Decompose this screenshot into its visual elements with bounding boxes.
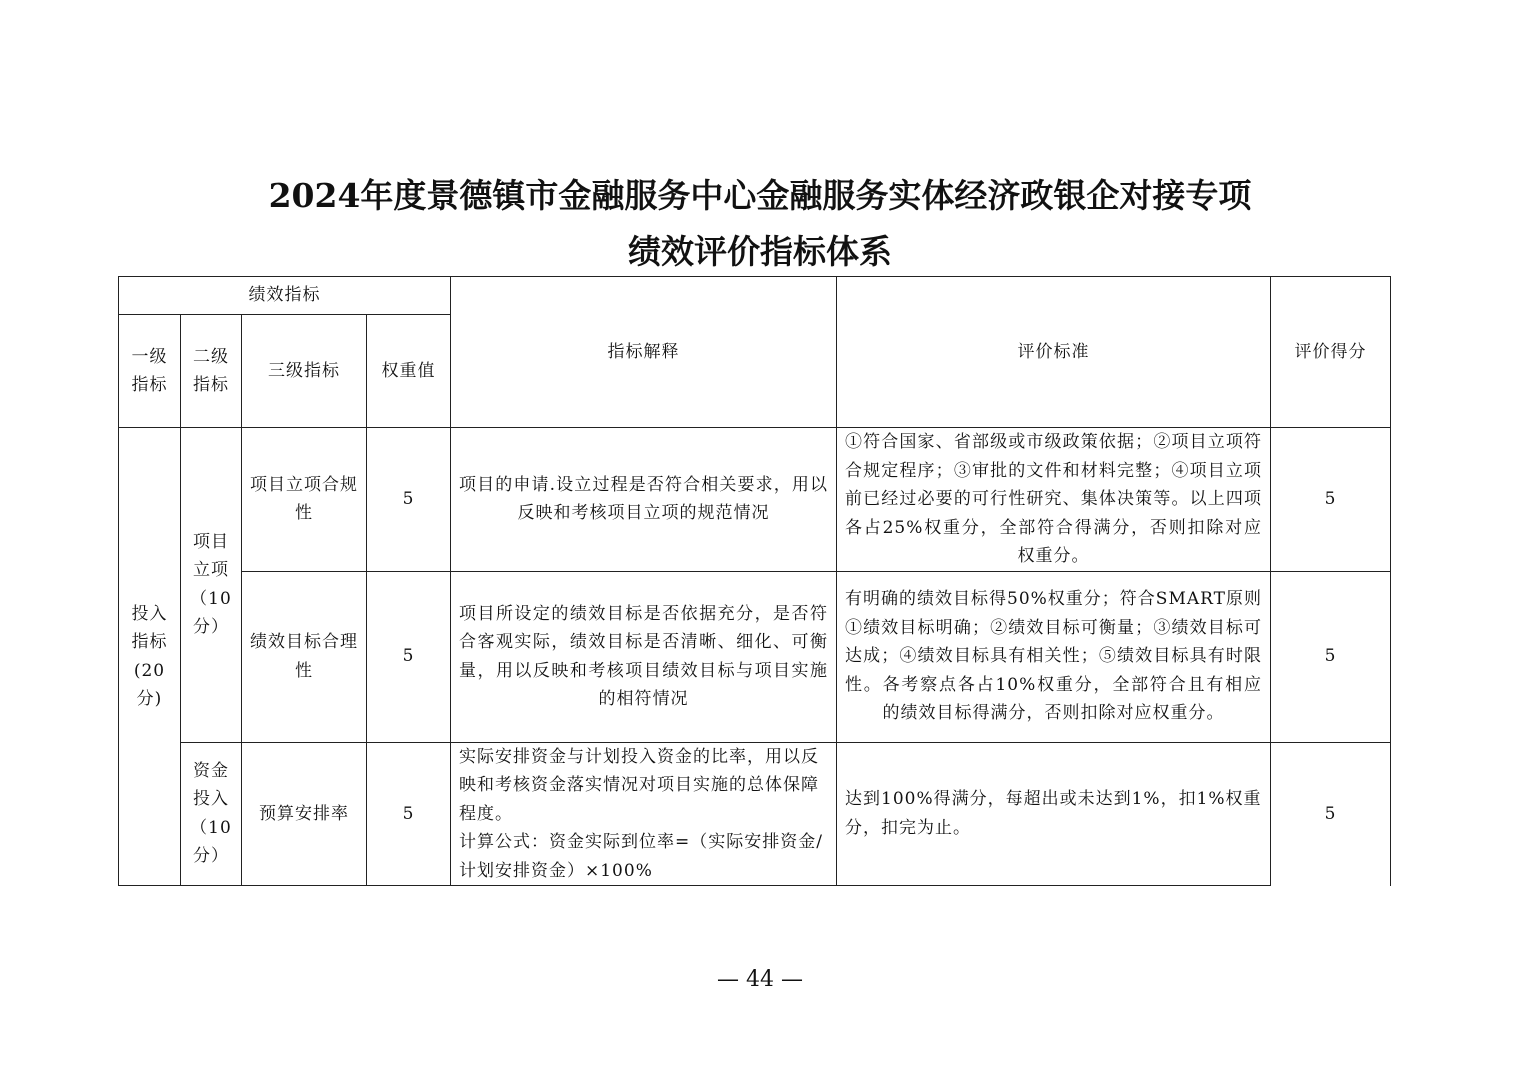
indicator-explanation: 项目所设定的绩效目标是否依据充分，是否符合客观实际，绩效目标是否清晰、细化、可衡量，用以反映和考核项目绩效目标与项目实施的相符情况 (451, 571, 837, 742)
evaluation-criteria: ①符合国家、省部级或市级政策依据；②项目立项符合规定程序；③审批的文件和材料完整；④项目立项前已经过必要的可行性研究、集体决策等。以上四项各占25%权重分，全部符合得满分，否则扣除对应权重分。 (837, 428, 1271, 572)
table-row (119, 428, 1391, 572)
level3-indicator: 绩效目标合理性 (242, 571, 367, 742)
evaluation-score: 5 (1271, 742, 1391, 886)
header-score: 评价得分 (1271, 277, 1391, 428)
page-number: — 44 — (717, 967, 803, 992)
evaluation-criteria: 有明确的绩效目标得50%权重分；符合SMART原则①绩效目标明确；②绩效目标可衡量；③绩效目标可达成；④绩效目标具有相关性；⑤绩效目标具有时限性。各考察点各占10%权重分，全部符合且有相应的绩效目标得满分，否则扣除对应权重分。 (837, 571, 1271, 742)
evaluation-score: 5 (1271, 571, 1391, 742)
level2-indicator: 项目立项（10分） (181, 428, 242, 743)
level3-indicator: 预算安排率 (242, 742, 367, 886)
level2-indicator: 资金投入（10分） (181, 742, 242, 886)
header-performance-indicators: 绩效指标 (119, 277, 451, 315)
document-title-line1: 2024年度景德镇市金融服务中心金融服务实体经济政银企对接专项 (268, 176, 1252, 215)
header-criteria: 评价标准 (837, 277, 1271, 428)
explanation-text: 实际安排资金与计划投入资金的比率，用以反映和考核资金落实情况对项目实施的总体保障程度。 (459, 746, 819, 824)
table-row (119, 571, 1391, 742)
level1-indicator: 投入指标(20分) (119, 428, 181, 886)
indicator-explanation: 项目的申请.设立过程是否符合相关要求，用以反映和考核项目立项的规范情况 (451, 428, 837, 572)
explanation-formula: 计算公式：资金实际到位率=（实际安排资金/计划安排资金）×100% (459, 832, 823, 881)
document-title-line2: 绩效评价指标体系 (628, 232, 892, 271)
evaluation-score: 5 (1271, 428, 1391, 572)
level3-indicator: 项目立项合规性 (242, 428, 367, 572)
header-level3: 三级指标 (242, 315, 367, 428)
weight-value: 5 (367, 571, 451, 742)
header-level1: 一级指标 (119, 315, 181, 428)
header-explanation: 指标解释 (451, 277, 837, 428)
table-row (119, 742, 1391, 886)
weight-value: 5 (367, 742, 451, 886)
header-level2: 二级指标 (181, 315, 242, 428)
indicator-explanation (451, 742, 837, 886)
evaluation-criteria: 达到100%得满分，每超出或未达到1%，扣1%权重分，扣完为止。 (837, 742, 1271, 886)
indicator-table (118, 276, 1391, 886)
weight-value: 5 (367, 428, 451, 572)
header-weight: 权重值 (367, 315, 451, 428)
